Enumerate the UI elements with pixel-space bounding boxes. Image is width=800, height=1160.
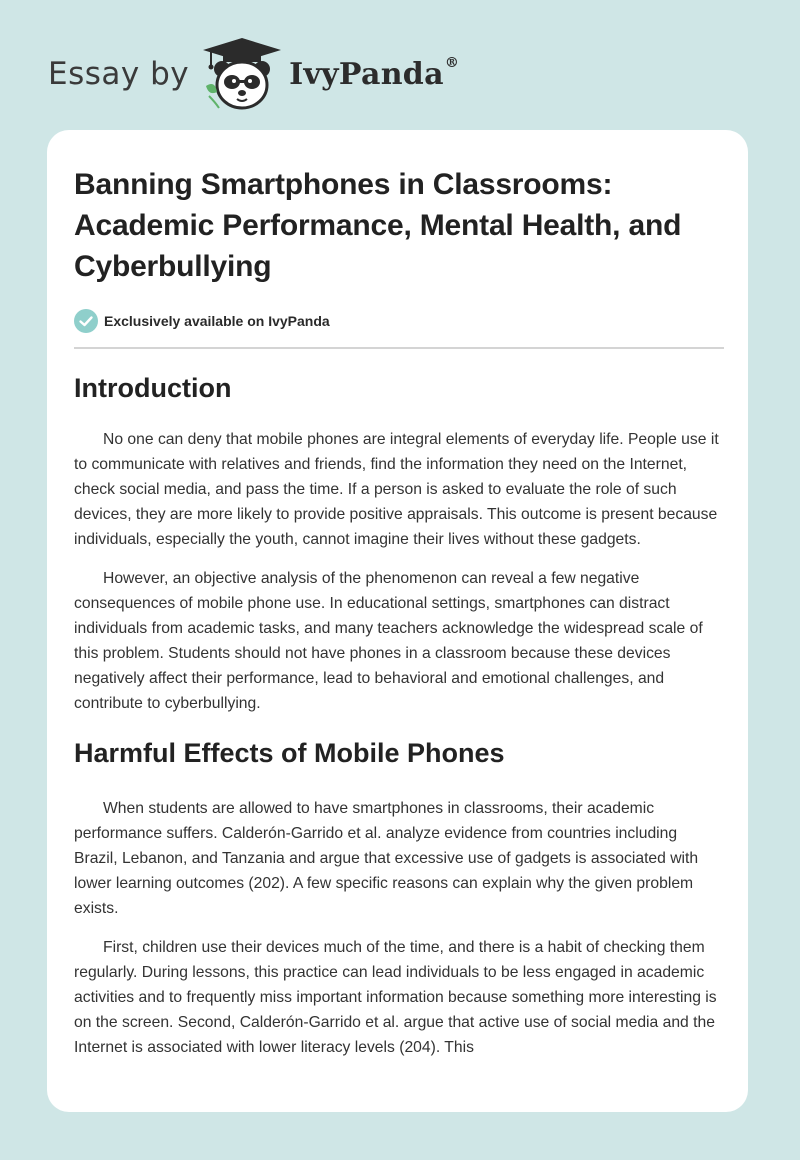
- paragraph: When students are allowed to have smartphones in classrooms, their academic performance suffers. Calderón-Garrido et al. analyze evidence from countries including Brazil, Lebanon, and Tanzania and argue that excessive use of gadgets is associated with lower learning outcomes (202). A few specific reasons can explain why the given problem exists.: [74, 800, 699, 917]
- brand-logo[interactable]: [48, 34, 459, 114]
- check-circle-icon: [74, 309, 98, 333]
- paragraph: However, an objective analysis of the phenomenon can reveal a few negative consequences of mobile phone use. In educational settings, smartphones can distract individuals from academic tasks, and many teachers acknowledge the widespread scale of this problem. Students should not have phones in a classroom because these devices negatively affect their performance, lead to behavioral and emotional challenges, and contribute to cyberbullying.: [74, 570, 703, 712]
- exclusive-label: Exclusively available on IvyPanda: [104, 313, 330, 329]
- divider: [74, 347, 724, 349]
- paragraph: No one can deny that mobile phones are integral elements of everyday life. People use it to communicate with relatives and friends, find the information they need on the Internet, check social media, and pass the time. If a person is asked to evaluate the role of such devices, they are more likely to provide positive appraisals. This outcome is present because individuals, especially the youth, cannot imagine their lives without these gadgets.: [74, 431, 719, 548]
- brand-prefix: Essay by: [48, 56, 190, 92]
- section-heading-introduction: Introduction: [74, 373, 232, 403]
- article-title: Banning Smartphones in Classrooms: Academic Performance, Mental Health, and Cyberbullying: [74, 168, 682, 283]
- section-heading-harmful-effects: Harmful Effects of Mobile Phones: [74, 738, 505, 768]
- brand-name: IvyPanda®: [289, 54, 460, 92]
- exclusive-badge: [74, 308, 722, 334]
- paragraph: First, children use their devices much of the time, and there is a habit of checking them regularly. During lessons, this practice can lead individuals to be less engaged in academic activities and to frequently miss important information because something more interesting is on the screen. Second, Calderón-Garrido et al. argue that active use of social media and the Internet is associated with lower literacy levels (204). This: [74, 939, 717, 1056]
- panda-mascot-icon: [201, 36, 283, 112]
- article-content: [47, 130, 748, 1060]
- article-card: [47, 130, 748, 1112]
